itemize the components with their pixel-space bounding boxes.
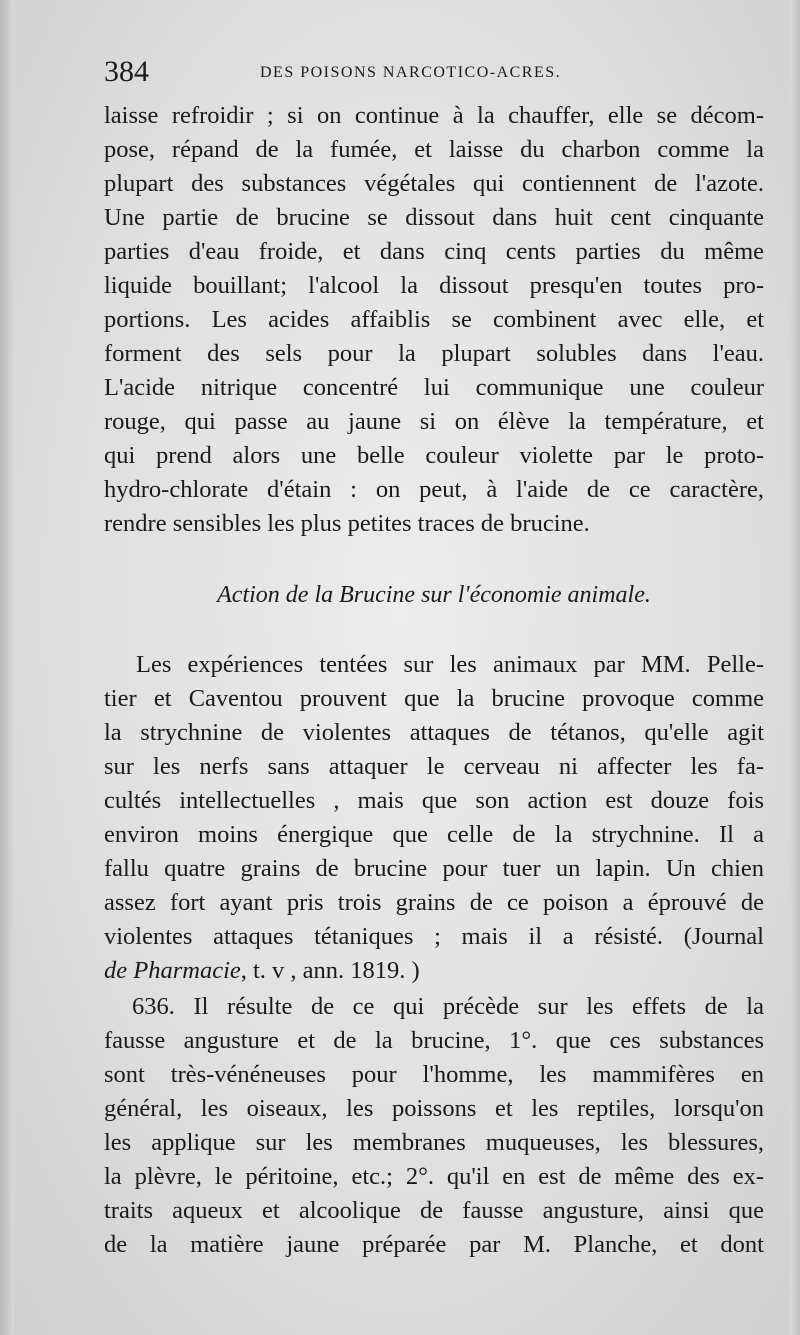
text-line: Une partie de brucine se dissout dans huit cent cinquante bbox=[104, 204, 764, 231]
text-line: hydro-chlorate d'étain : on peut, à l'aide de ce caractère, bbox=[104, 476, 764, 503]
page-header bbox=[104, 52, 768, 92]
text-line: Les expériences tentées sur les animaux par MM. Pelle- bbox=[136, 651, 764, 678]
page-left-edge bbox=[0, 0, 14, 1335]
text-line: la strychnine de violentes attaques de tétanos, qu'elle agit bbox=[104, 719, 764, 746]
section-heading: Action de la Brucine sur l'économie animale. bbox=[217, 582, 651, 608]
text-line: traits aqueux et alcoolique de fausse angusture, ainsi que bbox=[104, 1197, 764, 1224]
text-line: sont très-vénéneuses pour l'homme, les mammifères en bbox=[104, 1061, 764, 1088]
citation-rest: , t. v , ann. 1819. ) bbox=[240, 957, 420, 984]
text-line: liquide bouillant; l'alcool la dissout presqu'en toutes pro- bbox=[104, 272, 764, 299]
journal-title: de Pharmacie bbox=[104, 957, 241, 984]
text-line: 636. Il résulte de ce qui précède sur les effets de la bbox=[132, 993, 764, 1020]
text-line: portions. Les acides affaiblis se combinent avec elle, et bbox=[104, 306, 764, 333]
text-line: général, les oiseaux, les poissons et les reptiles, lorsqu'on bbox=[104, 1095, 764, 1122]
text-line: forment des sels pour la plupart solubles dans l'eau. bbox=[104, 340, 764, 367]
text-line: rendre sensibles les plus petites traces de brucine. bbox=[104, 510, 590, 537]
text-line: plupart des substances végétales qui contiennent de l'azote. bbox=[104, 170, 764, 197]
text-line: fallu quatre grains de brucine pour tuer un lapin. Un chien bbox=[104, 855, 764, 882]
text-line: qui prend alors une belle couleur violette par le proto- bbox=[104, 442, 764, 469]
text-line: pose, répand de la fumée, et laisse du charbon comme la bbox=[104, 136, 764, 163]
text-line: fausse angusture et de la brucine, 1°. que ces substances bbox=[104, 1027, 764, 1054]
text-line: rouge, qui passe au jaune si on élève la température, et bbox=[104, 408, 764, 435]
text-line: la plèvre, le péritoine, etc.; 2°. qu'il en est de même des ex- bbox=[104, 1163, 764, 1190]
running-title: DES POISONS NARCOTICO-ACRES. bbox=[260, 64, 562, 81]
text-line: cultés intellectuelles , mais que son action est douze fois bbox=[104, 787, 764, 814]
page-right-edge bbox=[790, 0, 800, 1335]
text-line: violentes attaques tétaniques ; mais il a résisté. (Journal bbox=[104, 923, 764, 950]
text-line: les applique sur les membranes muqueuses, les blessures, bbox=[104, 1129, 764, 1156]
text-line: assez fort ayant pris trois grains de ce poison a éprouvé de bbox=[104, 889, 764, 916]
text-line: laisse refroidir ; si on continue à la chauffer, elle se décom- bbox=[104, 102, 764, 129]
text-line: sur les nerfs sans attaquer le cerveau ni affecter les fa- bbox=[104, 753, 764, 780]
text-line: de la matière jaune préparée par M. Planche, et dont bbox=[104, 1231, 764, 1258]
citation-line bbox=[104, 954, 764, 988]
text-line: parties d'eau froide, et dans cinq cents parties du même bbox=[104, 238, 764, 265]
page-number: 384 bbox=[104, 55, 149, 88]
text-line: tier et Caventou prouvent que la brucine provoque comme bbox=[104, 685, 764, 712]
text-line: L'acide nitrique concentré lui communique une couleur bbox=[104, 374, 764, 401]
text-line: environ moins énergique que celle de la strychnine. Il a bbox=[104, 821, 764, 848]
